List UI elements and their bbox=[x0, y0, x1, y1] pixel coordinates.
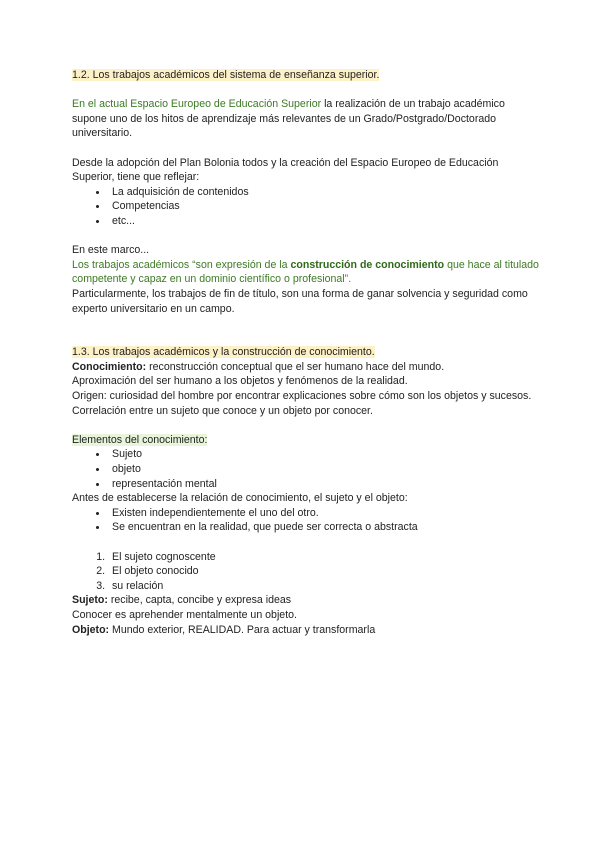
list-item: 3. su relación bbox=[108, 579, 542, 594]
list-item: 1. El sujeto cognoscente bbox=[108, 550, 542, 565]
list-item: • Sujeto bbox=[108, 447, 542, 462]
knowledge-definition: Conocimiento: reconstrucción conceptual que el ser humano hace del mundo. bbox=[72, 360, 445, 373]
before-line: Antes de establecerse la relación de conocimiento, el sujeto y el objeto: bbox=[72, 492, 408, 505]
list-item: • objeto bbox=[108, 462, 542, 477]
list-item: • Competencias bbox=[108, 199, 542, 214]
intro-paragraph: En el actual Espacio Europeo de Educación Superior la realización de un trabajo académico supone uno de los hitos de aprendizaje más relevantes de un Grado/Postgrado/Doctorado universitario. bbox=[72, 98, 505, 140]
bologna-paragraph: Desde la adopción del Plan Bolonia todos y la creación del Espacio Europeo de Educación Superior, tiene que reflejar: bbox=[72, 156, 499, 184]
subject-line: Sujeto: recibe, capta, concibe y expresa ideas bbox=[72, 594, 292, 607]
correlation-line: Correlación entre un sujeto que conoce y un objeto por conocer. bbox=[72, 404, 373, 417]
final-paragraph: Particularmente, los trabajos de fin de título, son una forma de ganar solvencia y seguridad como experto universitario en un campo. bbox=[72, 287, 528, 315]
quote-paragraph: Los trabajos académicos “son expresión de la construcción de conocimiento que hace al titulado competente y capaz en un dominio científico o profesional”. bbox=[72, 258, 539, 286]
list-item: • representación mental bbox=[108, 477, 542, 492]
section-heading-1-2: 1.2. Los trabajos académicos del sistema de enseñanza superior. bbox=[72, 69, 380, 81]
section-heading-1-3: 1.3. Los trabajos académicos y la construcción de conocimiento. bbox=[72, 346, 375, 359]
object-line: Objeto: Mundo exterior, REALIDAD. Para actuar y transformarla bbox=[72, 623, 376, 636]
document-page bbox=[72, 68, 542, 637]
knowing-line: Conocer es aprehender mentalmente un objeto. bbox=[72, 608, 297, 621]
frame-line: En este marco... bbox=[72, 244, 150, 257]
reflect-list bbox=[72, 185, 542, 229]
intro-green-phrase: En el actual Espacio Europeo de Educación Superior bbox=[72, 98, 322, 111]
list-item: • etc... bbox=[108, 214, 542, 229]
elements-list bbox=[72, 447, 542, 491]
list-item: 2. El objeto conocido bbox=[108, 564, 542, 579]
before-list bbox=[72, 506, 542, 535]
approximation-line: Aproximación del ser humano a los objetos y fenómenos de la realidad. bbox=[72, 375, 408, 388]
list-item: • La adquisición de contenidos bbox=[108, 185, 542, 200]
origin-line: Origen: curiosidad del hombre por encontrar explicaciones sobre cómo son los objetos y sucesos. bbox=[72, 390, 532, 403]
list-item: • Se encuentran en la realidad, que puede ser correcta o abstracta bbox=[108, 520, 542, 535]
list-item: • Existen independientemente el uno del otro. bbox=[108, 506, 542, 521]
elements-heading: Elementos del conocimiento: bbox=[72, 433, 208, 446]
numbered-list bbox=[72, 550, 542, 594]
